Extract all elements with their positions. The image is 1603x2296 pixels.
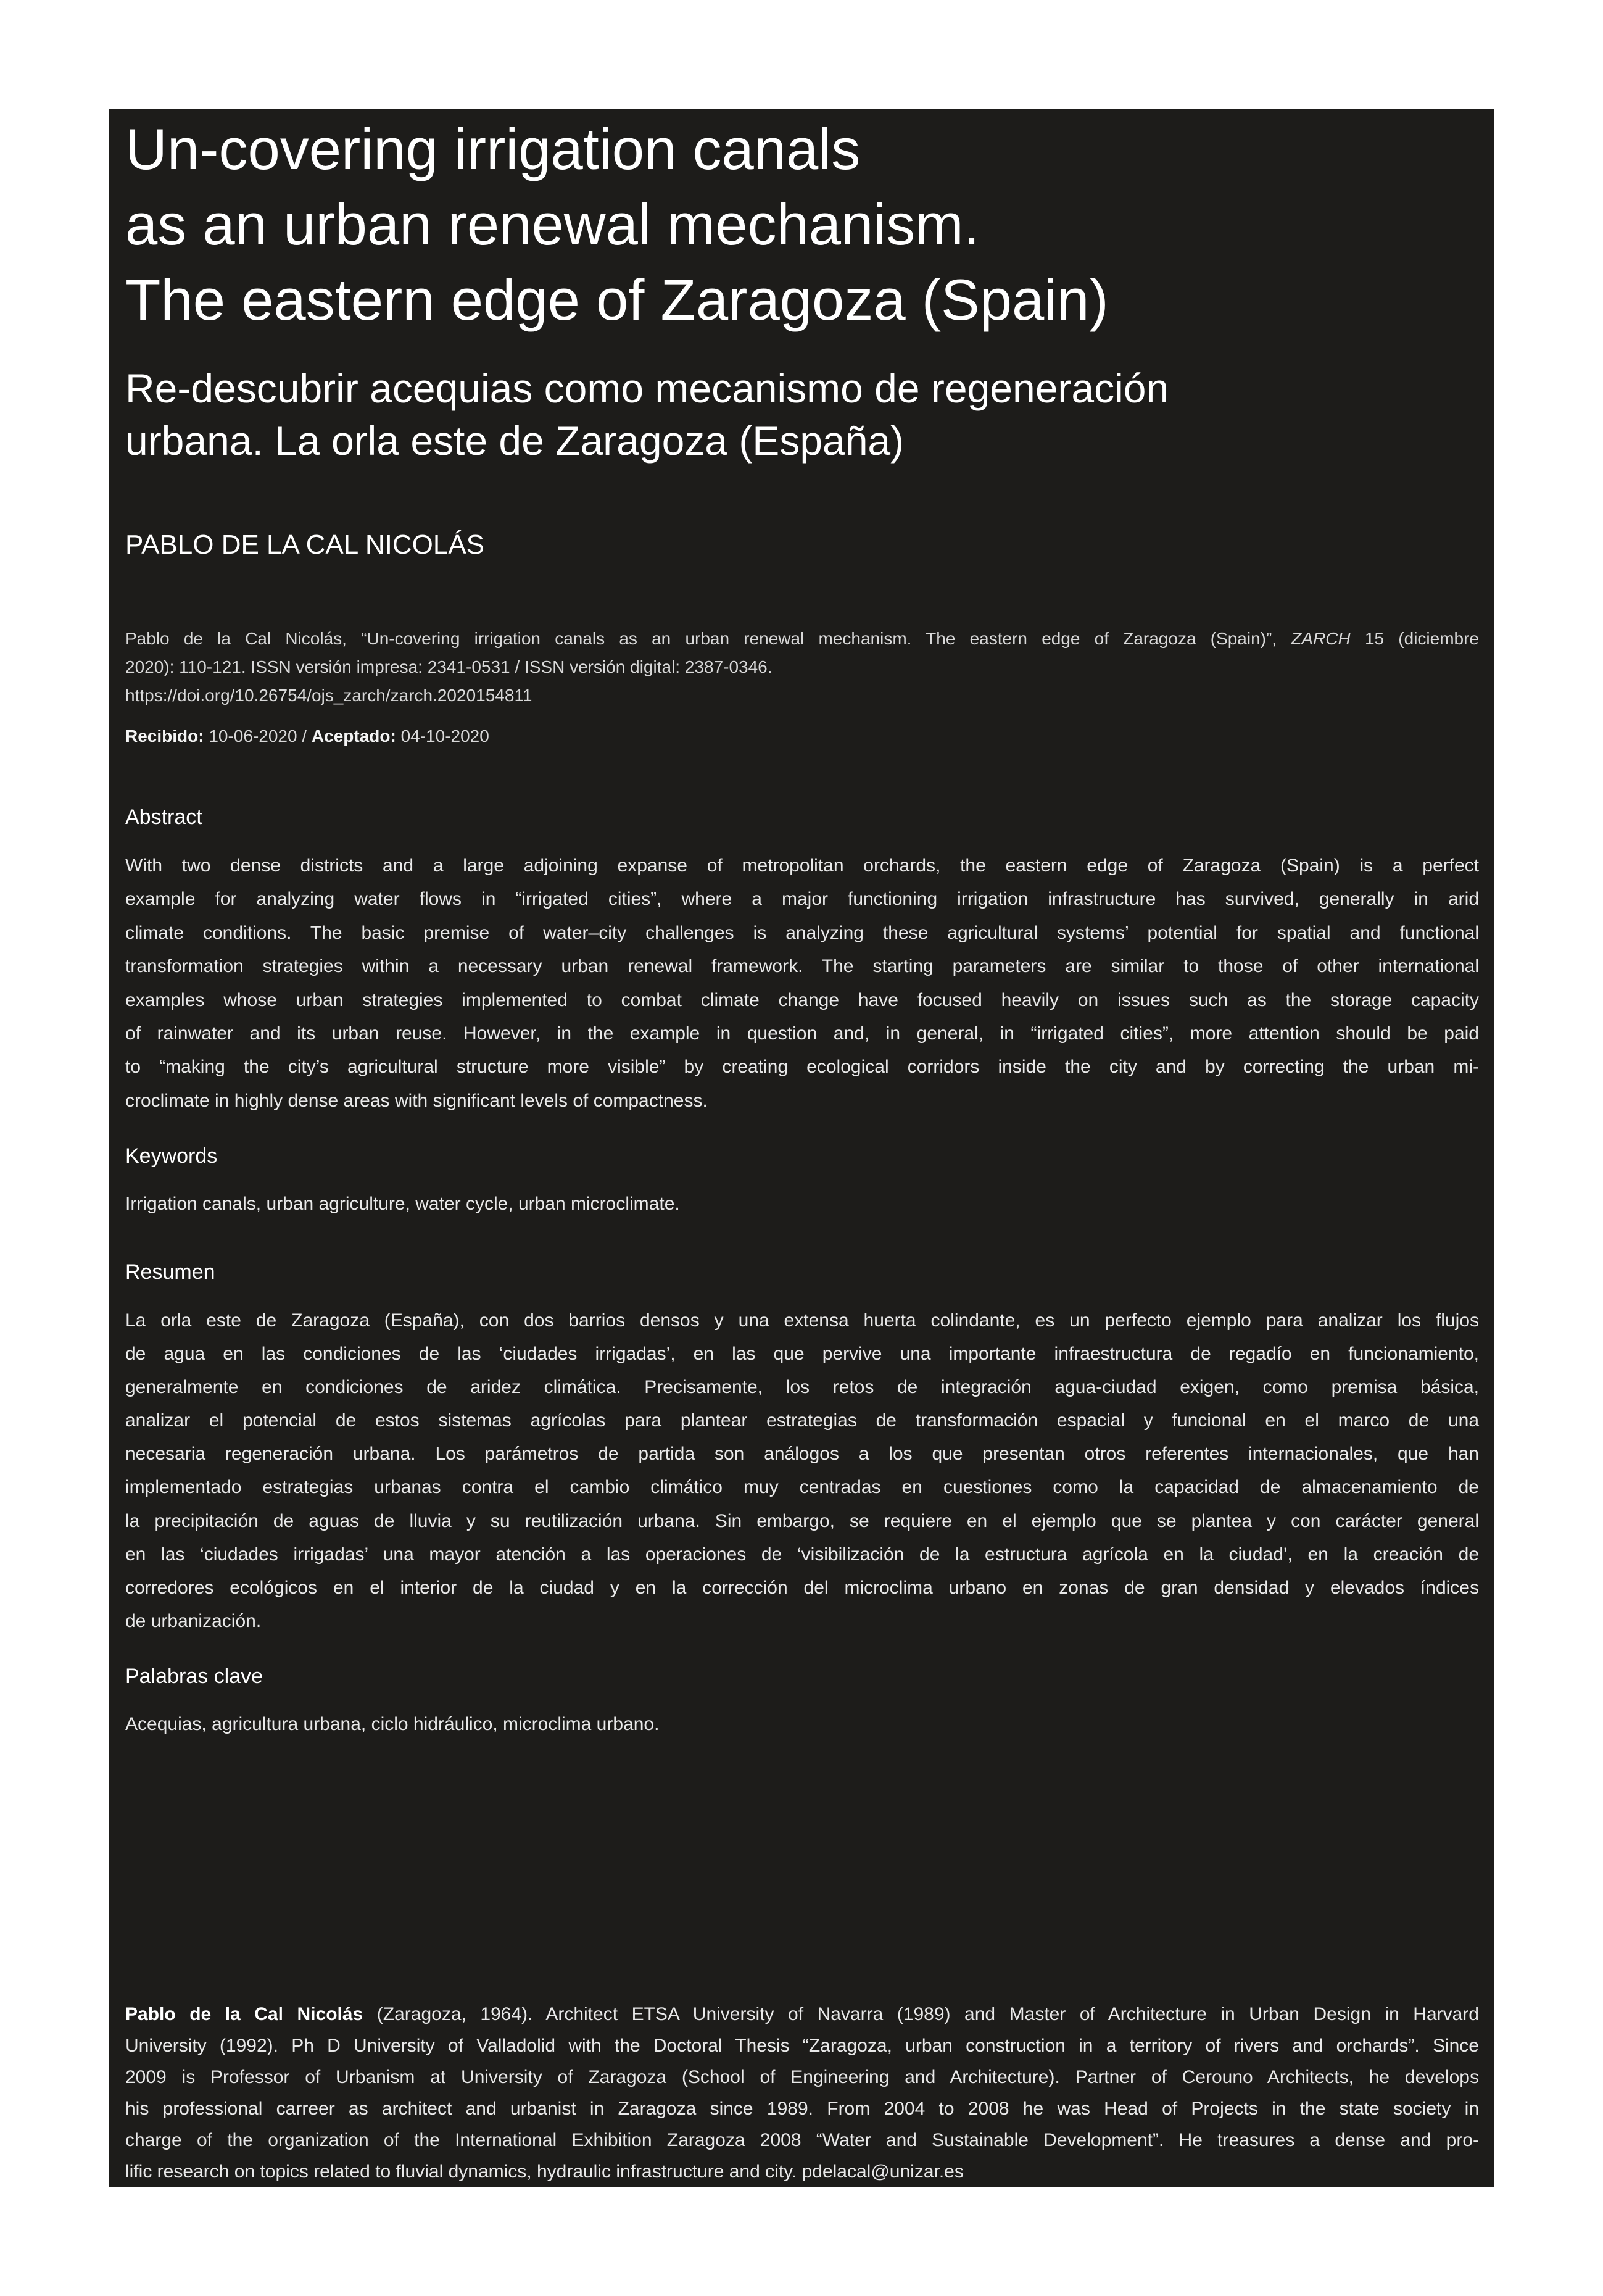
abstract-line: example for analyzing water flows in “irrigated cities”, where a major functioning irrigation infrastructure has survived, generally in arid <box>125 889 1479 910</box>
bio-line: charge of the organization of the International Exhibition Zaragoza 2008 “Water and Sustainable Development”. He treasures a dense and pro- <box>125 2130 1479 2150</box>
received-date: 10-06-2020 / <box>204 726 312 746</box>
resumen-line: La orla este de Zaragoza (España), con dos barrios densos y una extensa huerta colindante, es un perfecto ejemplo para analizar los flujos <box>125 1310 1479 1331</box>
resumen-line: en las ‘ciudades irrigadas’ una mayor atención a las operaciones de ‘visibilización de la estructura agrícola en la ciudad’, en la creación de <box>125 1544 1479 1565</box>
abstract-line: croclimate in highly dense areas with significant levels of compactness. <box>125 1090 708 1111</box>
subtitle-line: urbana. La orla este de Zaragoza (España) <box>125 418 905 464</box>
keywords-heading: Keywords <box>125 1144 218 1168</box>
accepted-label: Aceptado: <box>311 726 396 746</box>
resumen-line: la precipitación de aguas de lluvia y su reutilización urbana. Sin embargo, se requiere en el ejemplo que se plantea y con carácter general <box>125 1510 1479 1531</box>
citation-text: 15 (diciembre <box>1350 629 1479 648</box>
resumen-text <box>125 1304 1479 1638</box>
resumen-heading: Resumen <box>125 1260 215 1284</box>
bio-line: 2009 is Professor of Urbanism at University of Zaragoza (School of Engineering and Architecture). Partner of Cerouno Architects, he develops <box>125 2067 1479 2087</box>
bio-line: University (1992). Ph D University of Valladolid with the Doctoral Thesis “Zaragoza, urban construction in a territory of rivers and orchards”. Since <box>125 2036 1479 2056</box>
bio-line: lific research on topics related to fluvial dynamics, hydraulic infrastructure and city. pdelacal@unizar.es <box>125 2161 964 2182</box>
received-label: Recibido: <box>125 726 204 746</box>
abstract-heading: Abstract <box>125 805 202 829</box>
subtitle-line: Re-descubrir acequias como mecanismo de regeneración <box>125 365 1169 411</box>
abstract-line: of rainwater and its urban reuse. However, in the example in question and, in general, in “irrigated cities”, more attention should be paid <box>125 1023 1479 1044</box>
citation <box>125 625 1479 710</box>
bio-line: his professional carreer as architect and urbanist in Zaragoza since 1989. From 2004 to 2008 he was Head of Projects in the state society in <box>125 2098 1479 2119</box>
citation-line: 2020): 110-121. ISSN versión impresa: 2341-0531 / ISSN versión digital: 2387-0346. <box>125 657 773 676</box>
accepted-date: 04-10-2020 <box>396 726 489 746</box>
resumen-line: corredores ecológicos en el interior de la ciudad y en la corrección del microclima urbano en zonas de gran densidad y elevados índices <box>125 1577 1479 1598</box>
title-line: as an urban renewal mechanism. <box>125 192 980 257</box>
resumen-line: necesaria regeneración urbana. Los parámetros de partida son análogos a los que presentan otros referentes internacionales, que han <box>125 1444 1479 1465</box>
keywords-text: Irrigation canals, urban agriculture, water cycle, urban microclimate. <box>125 1194 680 1214</box>
article-title <box>125 112 1479 338</box>
bio-author-name: Pablo de la Cal Nicolás <box>125 2004 363 2024</box>
citation-text: Pablo de la Cal Nicolás, “Un-covering irrigation canals as an urban renewal mechanism. The eastern edge of Zaragoza (Spain)”, <box>125 629 1291 648</box>
journal-name: ZARCH <box>1291 629 1351 648</box>
abstract-line: to “making the city’s agricultural structure more visible” by creating ecological corridors inside the city and by correcting the urban mi- <box>125 1057 1479 1078</box>
palabras-clave-heading: Palabras clave <box>125 1665 263 1688</box>
doi-link[interactable]: https://doi.org/10.26754/ojs_zarch/zarch.2020154811 <box>125 686 532 705</box>
resumen-line: implementado estrategias urbanas contra el cambio climático muy centradas en cuestiones como la capacidad de almacenamiento de <box>125 1477 1479 1498</box>
abstract-line: transformation strategies within a necessary urban renewal framework. The starting parameters are similar to those of other international <box>125 956 1479 977</box>
title-line: The eastern edge of Zaragoza (Spain) <box>125 267 1109 332</box>
palabras-clave-text: Acequias, agricultura urbana, ciclo hidráulico, microclima urbano. <box>125 1714 660 1734</box>
resumen-line: generalmente en condiciones de aridez climática. Precisamente, los retos de integración agua-ciudad exigen, como premisa básica, <box>125 1377 1479 1398</box>
resumen-line: de agua en las condiciones de las ‘ciudades irrigadas’, en las que pervive una importante infraestructura de regadío en funcionamiento, <box>125 1344 1479 1365</box>
article-subtitle <box>125 362 1479 467</box>
abstract-line: climate conditions. The basic premise of water–city challenges is analyzing these agricultural systems’ potential for spatial and functional <box>125 922 1479 943</box>
author-name: PABLO DE LA CAL NICOLÁS <box>125 530 485 560</box>
bio-text: (Zaragoza, 1964). Architect ETSA University of Navarra (1989) and Master of Architecture in Urban Design in Harvard <box>363 2004 1479 2024</box>
title-line: Un-covering irrigation canals <box>125 117 861 181</box>
bio-line <box>125 1999 1479 2030</box>
resumen-line: de urbanización. <box>125 1610 262 1631</box>
author-bio <box>125 1999 1479 2187</box>
submission-dates <box>125 722 1479 751</box>
abstract-line: examples whose urban strategies implemented to combat climate change have focused heavily on issues such as the storage capacity <box>125 989 1479 1010</box>
resumen-line: analizar el potencial de estos sistemas agrícolas para plantear estrategias de transformación espacial y funcional en el marco de una <box>125 1410 1479 1431</box>
abstract-line: With two dense districts and a large adjoining expanse of metropolitan orchards, the eastern edge of Zaragoza (Spain) is a perfect <box>125 855 1479 876</box>
abstract-text <box>125 849 1479 1118</box>
citation-line <box>125 625 1479 653</box>
